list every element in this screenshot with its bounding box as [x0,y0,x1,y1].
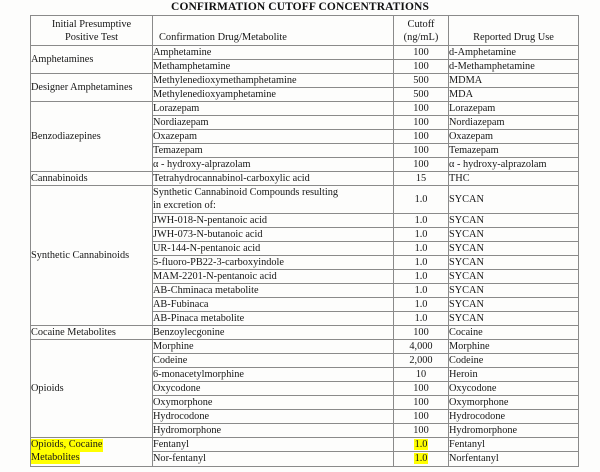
group-label-opioids-cocaine-metabolites [31,438,153,467]
cutoff-value-highlighted: 1.0 [414,439,428,451]
group-label-line1-highlighted: Opioids, Cocaine [31,439,103,450]
cutoff-value: 100 [394,116,449,130]
column-header-reported-drug-use: Reported Drug Use [449,16,579,46]
cutoff-value: 100 [394,326,449,340]
reported-drug-use: SYCAN [449,256,579,270]
drug-name: Hydromorphone [153,424,394,438]
drug-name: Benzoylecgonine [153,326,394,340]
drug-name: Hydrocodone [153,410,394,424]
drug-name: Nor-fentanyl [153,452,394,466]
cutoff-value: 100 [394,396,449,410]
drug-name: Methylenedioxyamphetamine [153,88,394,102]
table-row [31,186,579,214]
reported-drug-use: Lorazepam [449,102,579,116]
drug-name: α - hydroxy-alprazolam [153,158,394,172]
cutoff-value-highlighted: 1.0 [414,453,428,465]
reported-drug-use: SYCAN [449,214,579,228]
cutoff-value: 100 [394,46,449,60]
drug-name: AB-Chminaca metabolite [153,284,394,298]
drug-name: AB-Pinaca metabolite [153,312,394,326]
cutoff-value: 100 [394,130,449,144]
drug-name: Tetrahydrocannabinol-carboxylic acid [153,172,394,186]
drug-name: Lorazepam [153,102,394,116]
reported-drug-use: Cocaine [449,326,579,340]
reported-drug-use: Oxycodone [449,382,579,396]
cutoff-value: 100 [394,144,449,158]
cutoff-value: 10 [394,368,449,382]
cutoff-value: 1.0 [394,298,449,312]
cutoff-value [394,452,449,466]
column-header-initial-line2: Positive Test [64,31,119,43]
confirmation-cutoff-table [30,15,579,467]
reported-drug-use: SYCAN [449,242,579,256]
group-label-cocaine-metabolites: Cocaine Metabolites [31,326,153,340]
drug-name: AB-Fubinaca [153,298,394,312]
drug-name: 5-fluoro-PB22-3-carboxyindole [153,256,394,270]
table-row [31,172,579,186]
reported-drug-use: d-Amphetamine [449,46,579,60]
reported-drug-use: THC [449,172,579,186]
cutoff-value: 1.0 [394,284,449,298]
cutoff-value: 1.0 [394,242,449,256]
drug-name: Temazepam [153,144,394,158]
reported-drug-use: α - hydroxy-alprazolam [449,158,579,172]
reported-drug-use: Codeine [449,354,579,368]
drug-name: Fentanyl [153,438,394,452]
drug-name-line1: Synthetic Cannabinoid Compounds resulting [153,187,339,198]
table-row [31,438,579,452]
drug-name: MAM-2201-N-pentanoic acid [153,270,394,284]
reported-drug-use: Norfentanyl [449,452,579,466]
drug-name: Morphine [153,340,394,354]
reported-drug-use: Hydromorphone [449,424,579,438]
cutoff-value: 1.0 [394,312,449,326]
table-row [31,340,579,354]
table-row [31,46,579,60]
reported-drug-use: Morphine [449,340,579,354]
cutoff-value: 100 [394,158,449,172]
page-title: CONFIRMATION CUTOFF CONCENTRATIONS [171,1,429,13]
cutoff-value: 15 [394,172,449,186]
drug-name [153,186,394,214]
drug-name-line2: in excretion of: [153,199,216,211]
reported-drug-use: SYCAN [449,270,579,284]
reported-drug-use: MDA [449,88,579,102]
reported-drug-use: SYCAN [449,312,579,326]
cutoff-value: 1.0 [394,214,449,228]
drug-name: 6-monacetylmorphine [153,368,394,382]
reported-drug-use: SYCAN [449,284,579,298]
reported-drug-use: SYCAN [449,228,579,242]
cutoff-value: 100 [394,410,449,424]
drug-name: Methylenedioxymethamphetamine [153,74,394,88]
reported-drug-use: SYCAN [449,186,579,214]
group-label-benzodiazepines: Benzodiazepines [31,102,153,172]
cutoff-value: 4,000 [394,340,449,354]
table-header [31,16,579,46]
table-row [31,74,579,88]
reported-drug-use: SYCAN [449,298,579,312]
drug-name: Nordiazepam [153,116,394,130]
cutoff-value: 2,000 [394,354,449,368]
drug-name: Amphetamine [153,46,394,60]
reported-drug-use: Heroin [449,368,579,382]
column-header-cutoff [394,16,449,46]
drug-name: JWH-018-N-pentanoic acid [153,214,394,228]
cutoff-value: 1.0 [394,270,449,284]
table-row [31,326,579,340]
cutoff-value: 100 [394,102,449,116]
drug-name: UR-144-N-pentanoic acid [153,242,394,256]
cutoff-value [394,438,449,452]
reported-drug-use: Oxazepam [449,130,579,144]
table-body [31,46,579,467]
group-label-cannabinoids: Cannabinoids [31,172,153,186]
group-label-line2-highlighted: Metabolites [31,451,80,463]
group-label-synthetic-cannabinoids: Synthetic Cannabinoids [31,186,153,326]
reported-drug-use: Nordiazepam [449,116,579,130]
drug-name: JWH-073-N-butanoic acid [153,228,394,242]
drug-name: Oxazepam [153,130,394,144]
drug-name: Methamphetamine [153,60,394,74]
reported-drug-use: Fentanyl [449,438,579,452]
cutoff-value: 1.0 [394,228,449,242]
column-header-confirmation-drug-metabolite: Confirmation Drug/Metabolite [153,16,394,46]
cutoff-value: 1.0 [394,256,449,270]
cutoff-value: 100 [394,424,449,438]
column-header-initial-presumptive-positive-test [31,16,153,46]
drug-name: Codeine [153,354,394,368]
reported-drug-use: Hydrocodone [449,410,579,424]
column-header-cutoff-line1: Cutoff [407,19,435,30]
group-label-opioids: Opioids [31,340,153,438]
table-row [31,102,579,116]
cutoff-value: 500 [394,88,449,102]
cutoff-value: 100 [394,382,449,396]
cutoff-table-container [30,15,578,467]
cutoff-value: 100 [394,60,449,74]
reported-drug-use: Temazepam [449,144,579,158]
reported-drug-use: d-Methamphetamine [449,60,579,74]
drug-name: Oxymorphone [153,396,394,410]
column-header-initial-line1: Initial Presumptive [51,19,132,30]
cutoff-value: 1.0 [394,186,449,214]
group-label-amphetamines: Amphetamines [31,46,153,74]
reported-drug-use: Oxymorphone [449,396,579,410]
group-label-designer-amphetamines: Designer Amphetamines [31,74,153,102]
reported-drug-use: MDMA [449,74,579,88]
table-header-row [31,16,579,46]
drug-name: Oxycodone [153,382,394,396]
cutoff-value: 500 [394,74,449,88]
column-header-cutoff-line2: (ng/mL) [403,31,439,43]
